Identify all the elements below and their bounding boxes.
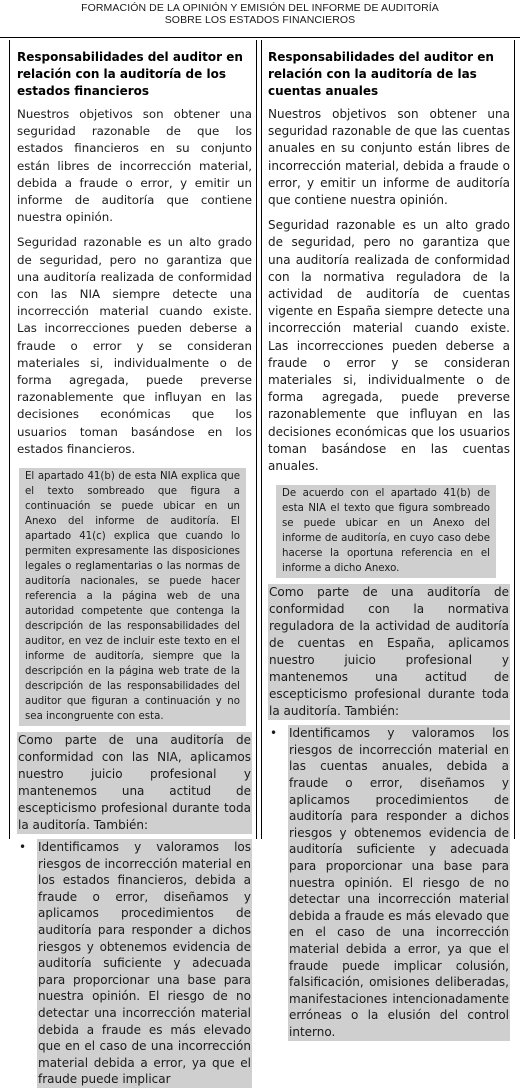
header-line-2: SOBRE LOS ESTADOS FINANCIEROS: [164, 14, 356, 26]
page-header: [0, 2, 520, 26]
left-bullet-text: Identificamos y valoramos los riesgos de incorrección material en los estados financieros, debida a fraude o error, diseñamos y aplicamos procedimientos de auditoría para responder a dichos riesgos y obtenemos evidencia de auditoría suficiente y adecuada para proporcionar una base para nuestra opinión. El riesgo de no detectar una incorrección material debida a fraude es más elevado que en el caso de una incorrección material debida a error, ya que el fraude puede implicar: [38, 840, 251, 1087]
right-objectives-paragraph: Nuestros objetivos son obtener una seguridad razonable de que las cuentas anuales en su conjunto están libres de incorrección material, debida a fraude o error, y emitir un informe de auditoría que contiene nuestra opinión.: [268, 107, 510, 208]
right-column: [261, 40, 515, 1039]
bullet-icon: •: [270, 726, 278, 741]
header-line-1: FORMACIÓN DE LA OPINIÓN Y EMISIÓN DEL INFORME DE AUDITORÍA: [81, 2, 439, 14]
left-objectives-paragraph: Nuestros objetivos son obtener una seguridad razonable de que los estados financieros en su conjunto están libres de incorrección material, debida a fraude o error, y emitir un informe de auditoría que contiene nuestra opinión.: [17, 107, 252, 225]
left-highlighted-paragraph: Como parte de una auditoría de conformidad con las NIA, aplicamos nuestro juicio profesional y mantenemos una actitud de escepticismo profesional durante toda la auditoría. También:: [18, 733, 251, 833]
left-column: [9, 40, 257, 1087]
right-bullet-item: [268, 725, 510, 1040]
right-shaded-note: De acuerdo con el apartado 41(b) de esta NIA el texto que figura sombreado se puede ubicar en un Anexo del informe de auditoría, en cuyo caso debe hacerse la oportuna referencia en el informe a dicho Anexo.: [276, 485, 496, 578]
left-column-title: Responsabilidades del auditor en relación con la auditoría de los estados financieros: [17, 50, 243, 98]
right-column-title: Responsabilidades del auditor en relación con la auditoría de las cuentas anuales: [268, 50, 494, 98]
right-highlighted-paragraph: Como parte de una auditoría de conformidad con la normativa reguladora de la actividad de auditoría de cuentas en España, aplicamos nuestro juicio profesional y mantenemos una actitud de escepticismo profesional durante toda la auditoría. También:: [269, 585, 509, 719]
right-reasonable-assurance-paragraph: Seguridad razonable es un alto grado de seguridad, pero no garantiza que una auditoría realizada de conformidad con la normativa reguladora de la actividad de auditoría de cuentas vigente en España siempre detecte una incorrección material cuando existe. Las incorrecciones pueden deberse a fraude o error y se consideran materiales si, individualmente o de forma agregada, puede preverse razonablemente que influyan en las decisiones económicas que los usuarios toman basándose en las cuentas anuales.: [268, 218, 510, 474]
header-rule: [0, 37, 520, 38]
bullet-icon: •: [19, 840, 27, 855]
left-reasonable-assurance-paragraph: Seguridad razonable es un alto grado de seguridad, pero no garantiza que una auditoría realizada de conformidad con las NIA siempre detecte una incorrección material cuando existe. Las incorrecciones pueden deberse a fraude o error y se consideran materiales si, individualmente o de forma agregada, puede preverse razonablemente que influyan en las decisiones económicas que los usuarios toman basándose en los estados financieros.: [17, 235, 252, 456]
right-bullet-text: Identificamos y valoramos los riesgos de incorrección material en las cuentas anuales, debida a fraude o error, diseñamos y aplicamos procedimientos de auditoría para responder a dichos riesgos y obtenemos evidencia de auditoría suficiente y adecuada para proporcionar una base para nuestra opinión. El riesgo de no detectar una incorrección material debida a fraude es más elevado que en el caso de una incorrección material debida a error, ya que el fraude puede implicar colusión, falsificación, omisiones deliberadas, manifestaciones intencionadamente erróneas o la elusión del control interno.: [289, 726, 509, 1039]
left-shaded-note: El apartado 41(b) de esta NIA explica que el texto sombreado que figura a continuación se puede ubicar en un Anexo del informe de auditoría. El apartado 41(c) explica que cuando lo permiten expresamente las disposiciones legales o reglamentarias o las normas de auditoría nacionales, se puede hacer referencia a la página web de una autoridad competente que contenga la descripción de las responsabilidades del auditor, en vez de incluir este texto en el informe de auditoría, siempre que la descripción en la página web trate de la descripción de las responsabilidades del auditor que figuran a continuación y no sea incongruente con esta.: [19, 468, 246, 726]
left-bullet-item: [17, 839, 252, 1088]
